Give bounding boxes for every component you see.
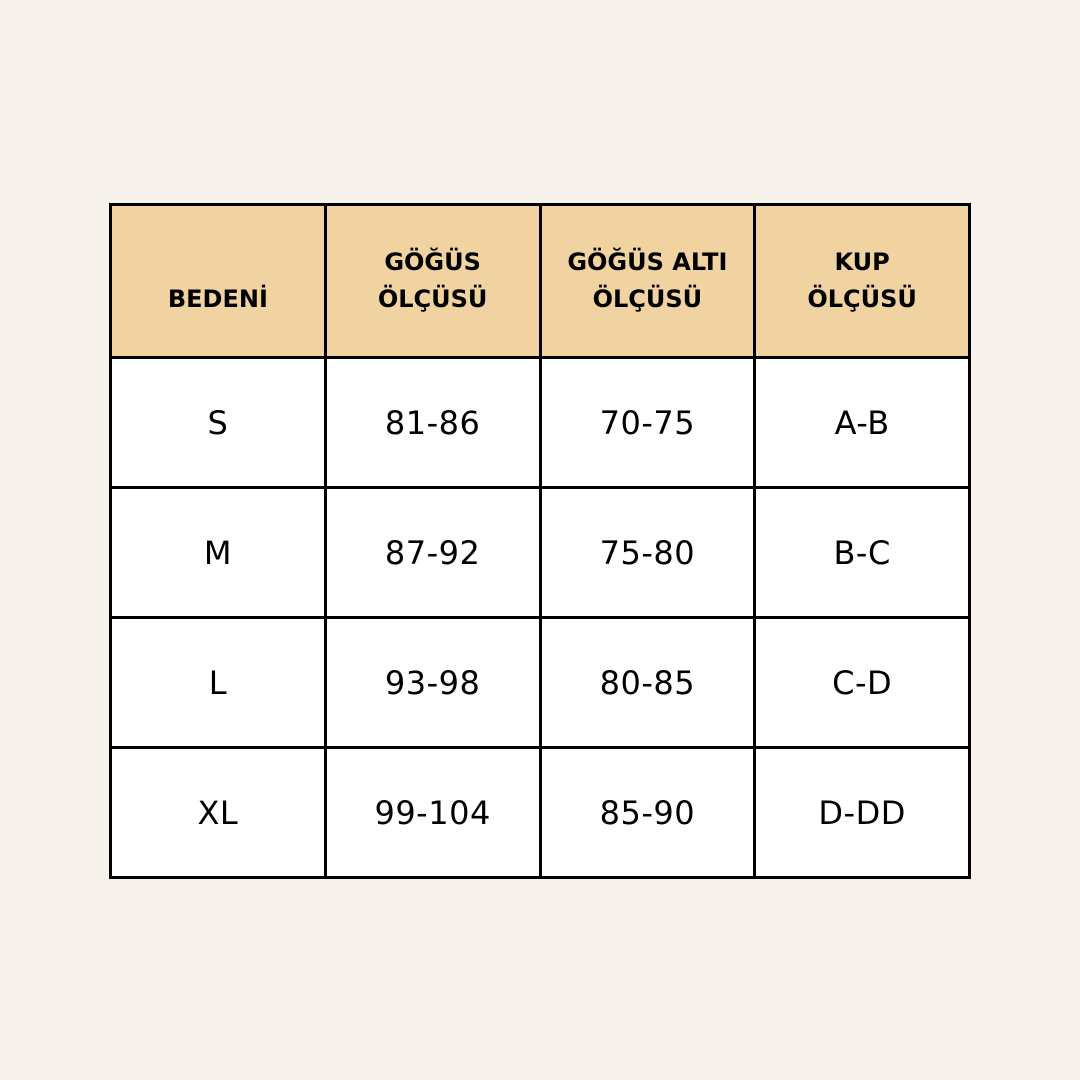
header-cup-label: KUP ÖLÇÜSÜ <box>807 248 917 313</box>
header-cell-cup <box>755 205 970 358</box>
cell-size: M <box>111 488 326 618</box>
cell-size: S <box>111 358 326 488</box>
cell-cup: C-D <box>755 618 970 748</box>
header-underbust-label: GÖĞÜS ALTI ÖLÇÜSÜ <box>567 248 728 313</box>
cell-size: L <box>111 618 326 748</box>
cell-bust: 93-98 <box>325 618 540 748</box>
cell-underbust: 80-85 <box>540 618 755 748</box>
table-body <box>111 358 970 878</box>
header-cell-underbust <box>540 205 755 358</box>
cell-cup: A-B <box>755 358 970 488</box>
cell-underbust: 85-90 <box>540 748 755 878</box>
table-row <box>111 618 970 748</box>
header-size-label: BEDENİ <box>167 284 268 313</box>
cell-bust: 87-92 <box>325 488 540 618</box>
cell-cup: D-DD <box>755 748 970 878</box>
table-header <box>111 205 970 358</box>
cell-underbust: 75-80 <box>540 488 755 618</box>
cell-cup: B-C <box>755 488 970 618</box>
size-chart-table <box>109 203 971 879</box>
table-row <box>111 748 970 878</box>
header-bust-label: GÖĞÜS ÖLÇÜSÜ <box>377 248 488 313</box>
header-row <box>111 205 970 358</box>
header-cell-bust <box>325 205 540 358</box>
cell-bust: 81-86 <box>325 358 540 488</box>
table-row <box>111 488 970 618</box>
cell-size: XL <box>111 748 326 878</box>
header-cell-size <box>111 205 326 358</box>
table-row <box>111 358 970 488</box>
cell-bust: 99-104 <box>325 748 540 878</box>
cell-underbust: 70-75 <box>540 358 755 488</box>
